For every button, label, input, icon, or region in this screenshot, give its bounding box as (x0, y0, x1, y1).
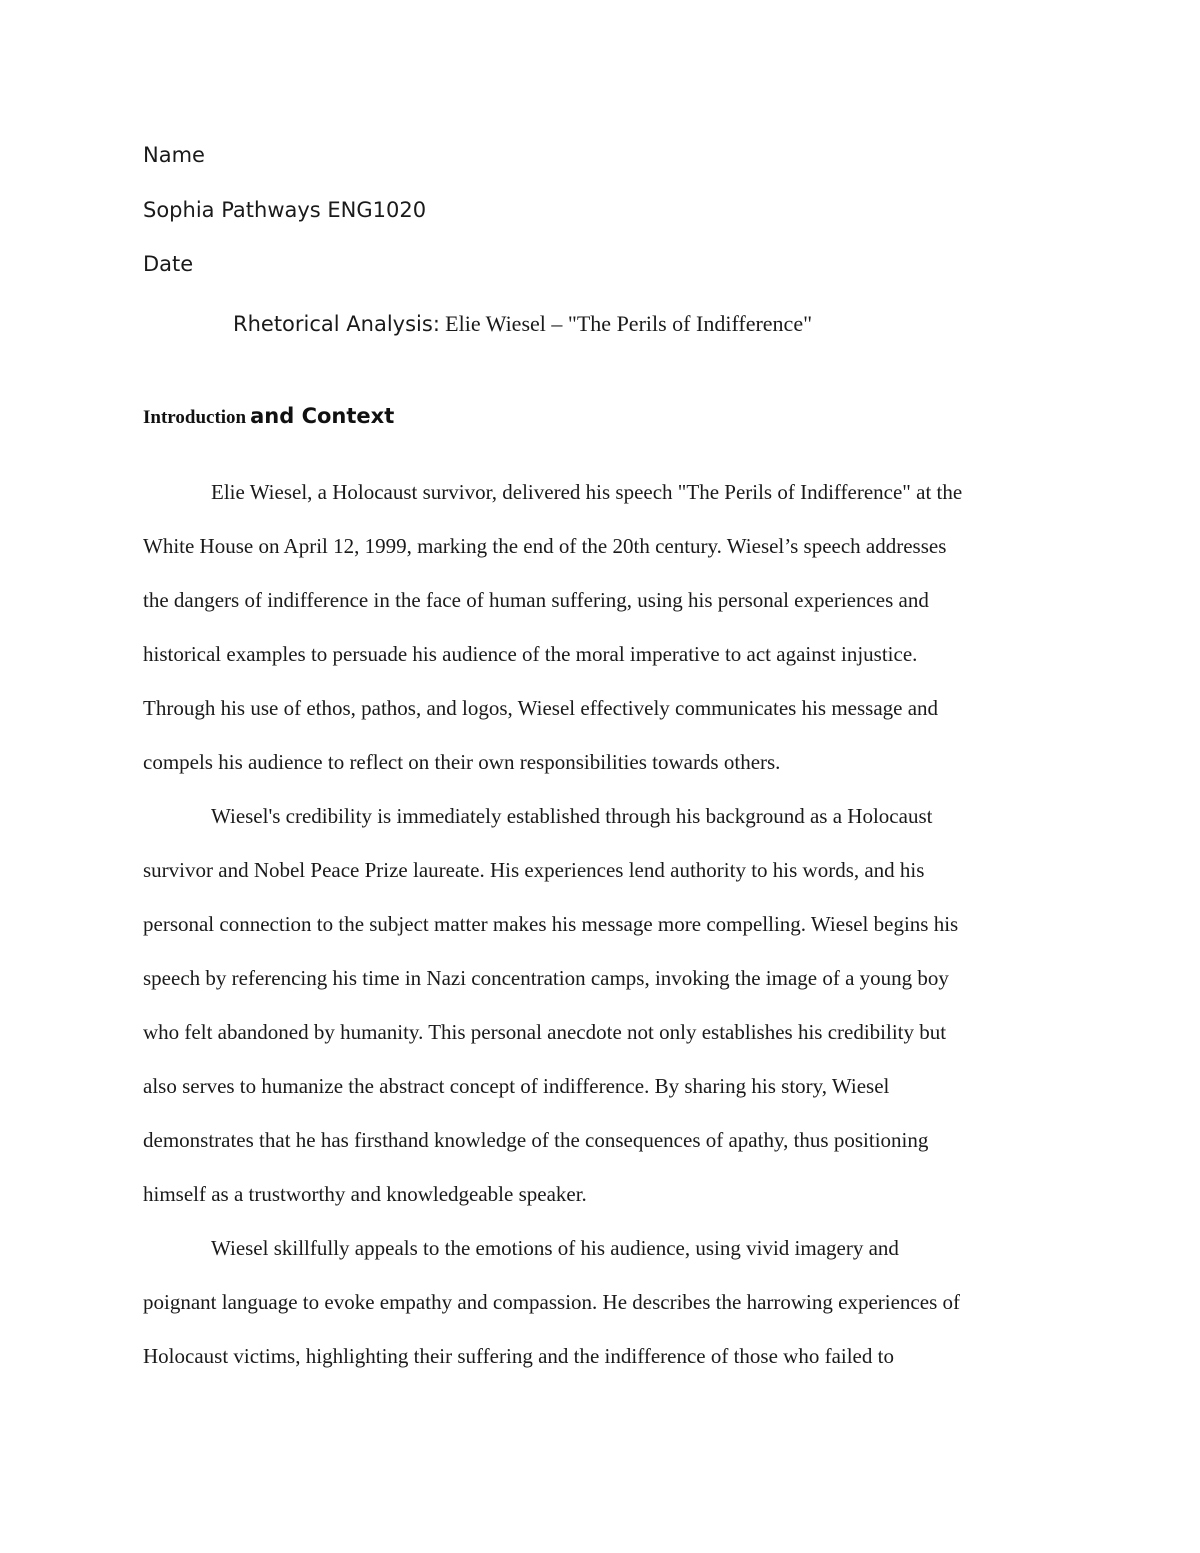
paragraph (143, 798, 1083, 1230)
text-line: personal connection to the subject matter makes his message more compelling. Wiesel begins his (143, 912, 959, 936)
paragraph (143, 1230, 1083, 1392)
section-heading-part1: Introduction (143, 407, 247, 428)
text-line: Holocaust victims, highlighting their suffering and the indifference of those who failed to (143, 1344, 894, 1368)
course-name: Sophia Pathways ENG1020 (143, 198, 427, 222)
date-line: Date (143, 252, 194, 276)
title-rest: Elie Wiesel – "The Perils of Indifference" (445, 311, 813, 336)
student-name: Name (143, 143, 205, 167)
text-line: speech by referencing his time in Nazi concentration camps, invoking the image of a young boy (143, 966, 949, 990)
essay-body (143, 474, 1083, 1392)
text-line: the dangers of indifference in the face of human suffering, using his personal experiences and (143, 588, 929, 612)
text-line: who felt abandoned by humanity. This personal anecdote not only establishes his credibility but (143, 1020, 947, 1044)
text-line: also serves to humanize the abstract concept of indifference. By sharing his story, Wiesel (143, 1074, 890, 1098)
text-line: Elie Wiesel, a Holocaust survivor, delivered his speech "The Perils of Indifference" at the (211, 480, 963, 504)
text-line: Through his use of ethos, pathos, and logos, Wiesel effectively communicates his message and (143, 696, 939, 720)
text-line: White House on April 12, 1999, marking the end of the 20th century. Wiesel’s speech addresses (143, 534, 947, 558)
text-line: historical examples to persuade his audience of the moral imperative to act against injustice. (143, 642, 918, 666)
paragraph (143, 474, 1083, 798)
section-heading-part2: and Context (250, 404, 395, 428)
text-line: Wiesel's credibility is immediately established through his background as a Holocaust (211, 804, 933, 828)
title-prefix: Rhetorical Analysis: (233, 312, 440, 336)
text-line: poignant language to evoke empathy and compassion. He describes the harrowing experiences of (143, 1290, 960, 1314)
text-line: demonstrates that he has firsthand knowledge of the consequences of apathy, thus positioning (143, 1128, 929, 1152)
section-heading (143, 404, 394, 429)
text-line: compels his audience to reflect on their own responsibilities towards others. (143, 750, 781, 774)
text-line: himself as a trustworthy and knowledgeable speaker. (143, 1182, 587, 1206)
text-line: Wiesel skillfully appeals to the emotions of his audience, using vivid imagery and (211, 1236, 899, 1260)
text-line: survivor and Nobel Peace Prize laureate. His experiences lend authority to his words, and his (143, 858, 925, 882)
essay-title (233, 309, 812, 339)
